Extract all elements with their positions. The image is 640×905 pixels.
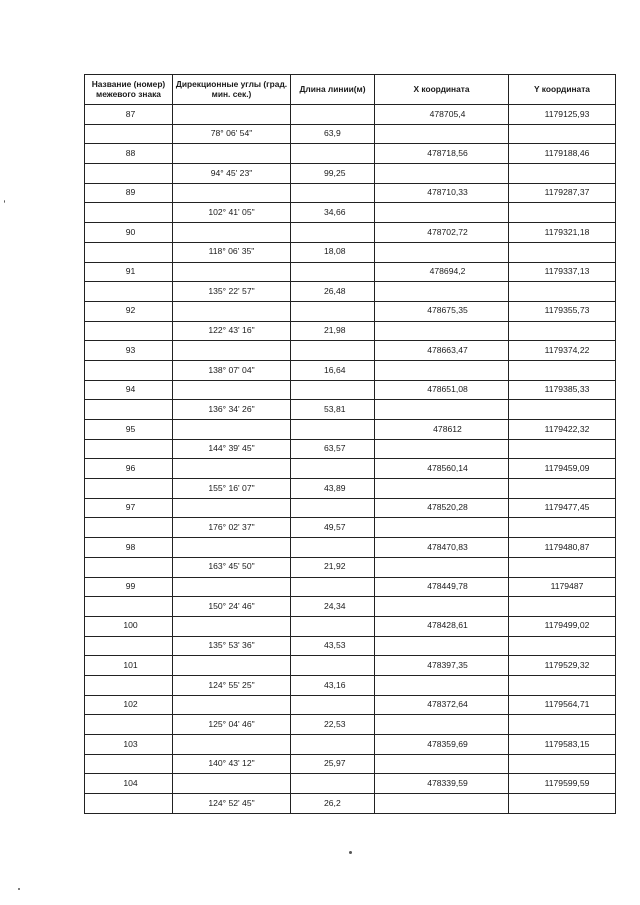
point-name-cell: 100 xyxy=(85,616,173,636)
empty-cell xyxy=(291,105,375,125)
empty-cell xyxy=(173,301,291,321)
x-coordinate-cell: 478612 xyxy=(375,420,509,440)
direction-angle-cell: 78° 06' 54" xyxy=(173,124,291,144)
table-row xyxy=(85,223,616,243)
table-row xyxy=(85,498,616,518)
header-y-coordinate: Y координата xyxy=(509,75,616,105)
y-coordinate-cell: 1179337,13 xyxy=(509,262,616,282)
empty-cell xyxy=(85,321,173,341)
empty-cell xyxy=(291,183,375,203)
point-name-cell: 89 xyxy=(85,183,173,203)
empty-cell xyxy=(375,124,509,144)
direction-angle-cell: 163° 45' 50" xyxy=(173,557,291,577)
point-name-cell: 101 xyxy=(85,656,173,676)
empty-cell xyxy=(85,636,173,656)
x-coordinate-cell: 478359,69 xyxy=(375,735,509,755)
point-name-cell: 94 xyxy=(85,380,173,400)
x-coordinate-cell: 478675,35 xyxy=(375,301,509,321)
x-coordinate-cell: 478520,28 xyxy=(375,498,509,518)
empty-cell xyxy=(85,282,173,302)
empty-cell xyxy=(509,203,616,223)
table-row xyxy=(85,183,616,203)
scan-speck xyxy=(349,851,352,854)
line-length-cell: 16,64 xyxy=(291,360,375,380)
line-length-cell: 43,53 xyxy=(291,636,375,656)
line-length-cell: 22,53 xyxy=(291,715,375,735)
empty-cell xyxy=(509,557,616,577)
line-length-cell: 26,2 xyxy=(291,794,375,814)
point-name-cell: 102 xyxy=(85,695,173,715)
empty-cell xyxy=(375,439,509,459)
header-point-name: Название (номер) межевого знака xyxy=(85,75,173,105)
x-coordinate-cell: 478560,14 xyxy=(375,459,509,479)
empty-cell xyxy=(509,321,616,341)
empty-cell xyxy=(85,439,173,459)
empty-cell xyxy=(85,360,173,380)
empty-cell xyxy=(509,124,616,144)
empty-cell xyxy=(375,400,509,420)
empty-cell xyxy=(85,557,173,577)
empty-cell xyxy=(509,636,616,656)
empty-cell xyxy=(375,164,509,184)
empty-cell xyxy=(509,715,616,735)
point-name-cell: 87 xyxy=(85,105,173,125)
empty-cell xyxy=(509,518,616,538)
scan-speck xyxy=(18,888,20,890)
table-row xyxy=(85,735,616,755)
y-coordinate-cell: 1179564,71 xyxy=(509,695,616,715)
empty-cell xyxy=(85,597,173,617)
line-length-cell: 21,92 xyxy=(291,557,375,577)
line-length-cell: 25,97 xyxy=(291,754,375,774)
empty-cell xyxy=(375,597,509,617)
empty-cell xyxy=(173,262,291,282)
line-length-cell: 43,89 xyxy=(291,479,375,499)
empty-cell xyxy=(291,420,375,440)
direction-angle-cell: 135° 22' 57" xyxy=(173,282,291,302)
empty-cell xyxy=(173,498,291,518)
line-length-cell: 43,16 xyxy=(291,675,375,695)
line-length-cell: 18,08 xyxy=(291,242,375,262)
y-coordinate-cell: 1179459,09 xyxy=(509,459,616,479)
y-coordinate-cell: 1179477,45 xyxy=(509,498,616,518)
table-row xyxy=(85,242,616,262)
empty-cell xyxy=(375,675,509,695)
empty-cell xyxy=(173,695,291,715)
y-coordinate-cell: 1179125,93 xyxy=(509,105,616,125)
y-coordinate-cell: 1179287,37 xyxy=(509,183,616,203)
table-row xyxy=(85,262,616,282)
empty-cell xyxy=(509,400,616,420)
table-row xyxy=(85,538,616,558)
table-row xyxy=(85,754,616,774)
table-row xyxy=(85,675,616,695)
empty-cell xyxy=(173,183,291,203)
empty-cell xyxy=(375,321,509,341)
empty-cell xyxy=(291,223,375,243)
line-length-cell: 49,57 xyxy=(291,518,375,538)
empty-cell xyxy=(173,144,291,164)
empty-cell xyxy=(291,577,375,597)
empty-cell xyxy=(509,675,616,695)
point-name-cell: 91 xyxy=(85,262,173,282)
x-coordinate-cell: 478651,08 xyxy=(375,380,509,400)
y-coordinate-cell: 1179583,15 xyxy=(509,735,616,755)
line-length-cell: 63,9 xyxy=(291,124,375,144)
table-row xyxy=(85,164,616,184)
x-coordinate-cell: 478694,2 xyxy=(375,262,509,282)
empty-cell xyxy=(173,459,291,479)
empty-cell xyxy=(173,420,291,440)
point-name-cell: 90 xyxy=(85,223,173,243)
line-length-cell: 34,66 xyxy=(291,203,375,223)
empty-cell xyxy=(173,577,291,597)
empty-cell xyxy=(375,242,509,262)
direction-angle-cell: 124° 52' 45" xyxy=(173,794,291,814)
empty-cell xyxy=(173,341,291,361)
y-coordinate-cell: 1179321,18 xyxy=(509,223,616,243)
x-coordinate-cell: 478710,33 xyxy=(375,183,509,203)
empty-cell xyxy=(509,794,616,814)
line-length-cell: 63,57 xyxy=(291,439,375,459)
line-length-cell: 53,81 xyxy=(291,400,375,420)
x-coordinate-cell: 478663,47 xyxy=(375,341,509,361)
table-row xyxy=(85,715,616,735)
y-coordinate-cell: 1179480,87 xyxy=(509,538,616,558)
empty-cell xyxy=(291,498,375,518)
line-length-cell: 21,98 xyxy=(291,321,375,341)
x-coordinate-cell: 478470,83 xyxy=(375,538,509,558)
direction-angle-cell: 136° 34' 26" xyxy=(173,400,291,420)
empty-cell xyxy=(85,164,173,184)
empty-cell xyxy=(291,735,375,755)
header-x-coordinate: X координата xyxy=(375,75,509,105)
y-coordinate-cell: 1179529,32 xyxy=(509,656,616,676)
table-row xyxy=(85,400,616,420)
x-coordinate-cell: 478397,35 xyxy=(375,656,509,676)
table-row xyxy=(85,518,616,538)
empty-cell xyxy=(85,518,173,538)
x-coordinate-cell: 478428,61 xyxy=(375,616,509,636)
y-coordinate-cell: 1179422,32 xyxy=(509,420,616,440)
table-row xyxy=(85,459,616,479)
empty-cell xyxy=(85,794,173,814)
direction-angle-cell: 176° 02' 37" xyxy=(173,518,291,538)
empty-cell xyxy=(85,675,173,695)
empty-cell xyxy=(509,479,616,499)
header-line-length: Длина линии(м) xyxy=(291,75,375,105)
x-coordinate-cell: 478449,78 xyxy=(375,577,509,597)
table-row xyxy=(85,774,616,794)
empty-cell xyxy=(375,282,509,302)
table-row xyxy=(85,439,616,459)
table-body xyxy=(85,105,616,814)
direction-angle-cell: 118° 06' 35" xyxy=(173,242,291,262)
y-coordinate-cell: 1179385,33 xyxy=(509,380,616,400)
table-row xyxy=(85,301,616,321)
table-row xyxy=(85,203,616,223)
empty-cell xyxy=(291,144,375,164)
table-row xyxy=(85,341,616,361)
empty-cell xyxy=(85,124,173,144)
empty-cell xyxy=(509,164,616,184)
empty-cell xyxy=(173,538,291,558)
empty-cell xyxy=(85,754,173,774)
x-coordinate-cell: 478339,59 xyxy=(375,774,509,794)
empty-cell xyxy=(85,715,173,735)
boundary-coordinates-table xyxy=(84,74,616,814)
empty-cell xyxy=(173,105,291,125)
header-direction-angle: Дирекционные углы (град. мин. сек.) xyxy=(173,75,291,105)
empty-cell xyxy=(291,538,375,558)
x-coordinate-cell: 478705,4 xyxy=(375,105,509,125)
empty-cell xyxy=(509,754,616,774)
direction-angle-cell: 140° 43' 12" xyxy=(173,754,291,774)
point-name-cell: 93 xyxy=(85,341,173,361)
y-coordinate-cell: 1179499,02 xyxy=(509,616,616,636)
table-row xyxy=(85,124,616,144)
table-row xyxy=(85,557,616,577)
empty-cell xyxy=(291,341,375,361)
table-header-row xyxy=(85,75,616,105)
empty-cell xyxy=(509,439,616,459)
empty-cell xyxy=(291,616,375,636)
point-name-cell: 104 xyxy=(85,774,173,794)
empty-cell xyxy=(375,636,509,656)
empty-cell xyxy=(375,518,509,538)
table-row xyxy=(85,695,616,715)
empty-cell xyxy=(291,380,375,400)
direction-angle-cell: 124° 55' 25" xyxy=(173,675,291,695)
point-name-cell: 95 xyxy=(85,420,173,440)
empty-cell xyxy=(375,754,509,774)
y-coordinate-cell: 1179599,59 xyxy=(509,774,616,794)
line-length-cell: 26,48 xyxy=(291,282,375,302)
empty-cell xyxy=(375,715,509,735)
empty-cell xyxy=(85,242,173,262)
y-coordinate-cell: 1179487 xyxy=(509,577,616,597)
table-row xyxy=(85,420,616,440)
empty-cell xyxy=(173,774,291,794)
point-name-cell: 88 xyxy=(85,144,173,164)
empty-cell xyxy=(291,695,375,715)
direction-angle-cell: 102° 41' 05" xyxy=(173,203,291,223)
table-row xyxy=(85,321,616,341)
point-name-cell: 96 xyxy=(85,459,173,479)
empty-cell xyxy=(173,380,291,400)
empty-cell xyxy=(509,242,616,262)
table-row xyxy=(85,636,616,656)
empty-cell xyxy=(291,774,375,794)
table-row xyxy=(85,577,616,597)
point-name-cell: 103 xyxy=(85,735,173,755)
direction-angle-cell: 150° 24' 46" xyxy=(173,597,291,617)
table-row xyxy=(85,597,616,617)
direction-angle-cell: 94° 45' 23" xyxy=(173,164,291,184)
empty-cell xyxy=(85,479,173,499)
x-coordinate-cell: 478372,64 xyxy=(375,695,509,715)
line-length-cell: 24,34 xyxy=(291,597,375,617)
empty-cell xyxy=(375,360,509,380)
table-row xyxy=(85,380,616,400)
table-row xyxy=(85,105,616,125)
y-coordinate-cell: 1179188,46 xyxy=(509,144,616,164)
scan-speck xyxy=(4,200,5,203)
point-name-cell: 97 xyxy=(85,498,173,518)
empty-cell xyxy=(173,735,291,755)
empty-cell xyxy=(173,616,291,636)
y-coordinate-cell: 1179355,73 xyxy=(509,301,616,321)
point-name-cell: 92 xyxy=(85,301,173,321)
direction-angle-cell: 135° 53' 36" xyxy=(173,636,291,656)
empty-cell xyxy=(509,597,616,617)
direction-angle-cell: 122° 43' 16" xyxy=(173,321,291,341)
table-row xyxy=(85,656,616,676)
direction-angle-cell: 155° 16' 07" xyxy=(173,479,291,499)
y-coordinate-cell: 1179374,22 xyxy=(509,341,616,361)
table-row xyxy=(85,479,616,499)
point-name-cell: 98 xyxy=(85,538,173,558)
empty-cell xyxy=(291,301,375,321)
x-coordinate-cell: 478718,56 xyxy=(375,144,509,164)
empty-cell xyxy=(291,656,375,676)
point-name-cell: 99 xyxy=(85,577,173,597)
line-length-cell: 99,25 xyxy=(291,164,375,184)
table-row xyxy=(85,144,616,164)
table-row xyxy=(85,794,616,814)
table-row xyxy=(85,360,616,380)
direction-angle-cell: 125° 04' 46" xyxy=(173,715,291,735)
empty-cell xyxy=(85,203,173,223)
empty-cell xyxy=(509,360,616,380)
table-row xyxy=(85,616,616,636)
empty-cell xyxy=(375,203,509,223)
empty-cell xyxy=(509,282,616,302)
empty-cell xyxy=(291,262,375,282)
x-coordinate-cell: 478702,72 xyxy=(375,223,509,243)
empty-cell xyxy=(375,479,509,499)
direction-angle-cell: 144° 39' 45" xyxy=(173,439,291,459)
empty-cell xyxy=(375,557,509,577)
empty-cell xyxy=(291,459,375,479)
empty-cell xyxy=(375,794,509,814)
empty-cell xyxy=(173,656,291,676)
direction-angle-cell: 138° 07' 04" xyxy=(173,360,291,380)
empty-cell xyxy=(173,223,291,243)
table-row xyxy=(85,282,616,302)
empty-cell xyxy=(85,400,173,420)
